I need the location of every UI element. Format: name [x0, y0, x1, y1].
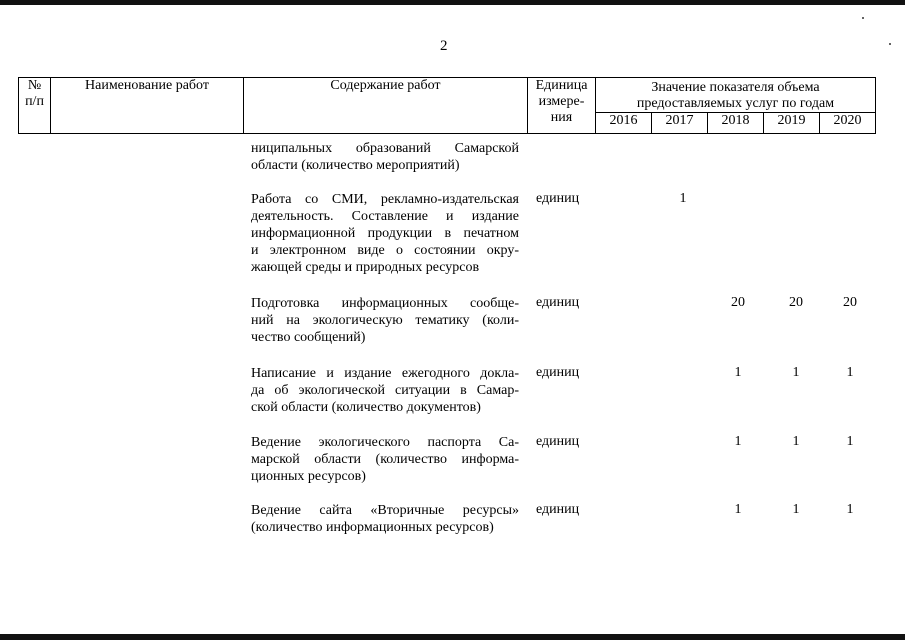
- row-description-line: ниципальных образований Самарской: [251, 141, 519, 156]
- row-description-line: жающей среды и природных ресурсов: [251, 260, 480, 275]
- header-col-number-line: №: [27, 78, 42, 93]
- row-description-line: ний на экологическую тематику (коли-: [251, 313, 519, 328]
- row-description-line: да об экологической ситуации в Самар-: [251, 383, 519, 398]
- row-value-2019: 1: [792, 502, 800, 517]
- header-year-2017: 2017: [652, 113, 708, 134]
- row-value-2020: 1: [846, 502, 854, 517]
- row-description: [251, 434, 519, 485]
- header-col-content: Содержание работ: [244, 78, 528, 134]
- row-description-line: Подготовка информационных сообще-: [251, 296, 519, 311]
- scan-bottom-edge: [0, 634, 905, 640]
- header-col-number-line: п/п: [25, 94, 44, 109]
- row-value-2018: 1: [734, 502, 742, 517]
- header-year-2018: 2018: [708, 113, 764, 134]
- header-col-values: [596, 78, 876, 113]
- row-unit: единиц: [536, 295, 580, 310]
- header-year-2020: 2020: [820, 113, 876, 134]
- row-description-line: (количество информационных ресурсов): [251, 520, 494, 535]
- header-col-unit-line: Единица: [535, 78, 588, 93]
- header-col-unit: [528, 78, 596, 134]
- row-value-2020: 1: [846, 434, 854, 449]
- row-value-2019: 20: [789, 295, 803, 310]
- header-year-2016: 2016: [596, 113, 652, 134]
- row-description-line: чество сообщений): [251, 330, 366, 345]
- row-description-line: Ведение сайта «Вторичные ресурсы»: [251, 503, 519, 518]
- row-value-2018: 1: [734, 365, 742, 380]
- row-description-line: информационной продукции в печатном: [251, 226, 519, 241]
- row-value-2018: 1: [734, 434, 742, 449]
- row-description-line: Работа со СМИ, рекламно-издательская: [251, 192, 519, 207]
- header-values-line: Значение показателя объема: [651, 80, 820, 95]
- row-description: [251, 295, 519, 346]
- header-col-name: Наименование работ: [51, 78, 244, 134]
- row-description-line: области (количество мероприятий): [251, 158, 460, 173]
- row-value-2017: 1: [679, 191, 687, 206]
- row-unit: единиц: [536, 502, 580, 517]
- row-description: [251, 365, 519, 416]
- table-header: [18, 77, 876, 134]
- header-year-2019: 2019: [764, 113, 820, 134]
- row-description: [251, 191, 519, 276]
- header-col-unit-line: ния: [550, 110, 573, 125]
- row-description-line: марской области (количество информа-: [251, 452, 519, 467]
- page-number: 2: [440, 38, 448, 54]
- row-value-2019: 1: [792, 365, 800, 380]
- row-description-line: деятельность. Составление и издание: [251, 209, 519, 224]
- row-unit: единиц: [536, 191, 580, 206]
- header-col-number: [19, 78, 51, 134]
- row-description: [251, 502, 519, 536]
- scan-speck: [889, 43, 891, 45]
- row-value-2020: 20: [843, 295, 857, 310]
- row-description-line: Ведение экологического паспорта Са-: [251, 435, 519, 450]
- scan-top-edge: [0, 0, 905, 5]
- row-value-2020: 1: [846, 365, 854, 380]
- row-description: [251, 140, 519, 174]
- row-description-line: Написание и издание ежегодного докла-: [251, 366, 519, 381]
- header-col-unit-line: измере-: [538, 94, 585, 109]
- row-description-line: и электронном виде о состоянии окру-: [251, 243, 519, 258]
- row-unit: единиц: [536, 365, 580, 380]
- row-description-line: ционных ресурсов): [251, 469, 366, 484]
- row-unit: единиц: [536, 434, 580, 449]
- row-value-2018: 20: [731, 295, 745, 310]
- row-description-line: ской области (количество документов): [251, 400, 481, 415]
- row-value-2019: 1: [792, 434, 800, 449]
- scan-speck: [862, 17, 864, 19]
- header-values-line: предоставляемых услуг по годам: [636, 96, 835, 111]
